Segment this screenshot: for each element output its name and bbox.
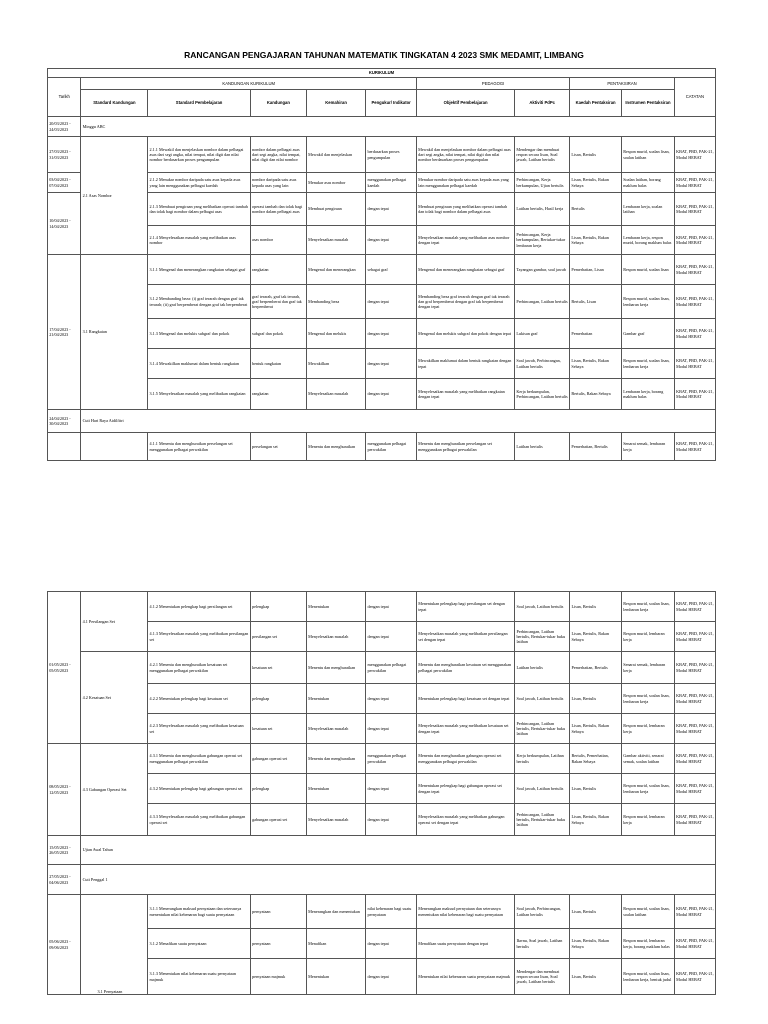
- kandungan-cell: asas nombor: [250, 226, 306, 255]
- aktiviti-cell: Mendengar dan membuat respon secara lisan, Soal jawab, Latihan bertulis: [515, 959, 570, 995]
- exam-band: Ujian Awal Tahun: [81, 836, 716, 865]
- kemahiran-cell: Mengenal dan menerangkan: [306, 255, 365, 285]
- kemahiran-cell: Membuat pengiraan: [306, 193, 365, 226]
- kandungan-cell: kesatuan set: [250, 652, 306, 684]
- table-row: [48, 622, 716, 652]
- pengukur-cell: menggunakan pelbagai perwakilan: [366, 433, 417, 461]
- table-row: [48, 714, 716, 744]
- catatan-cell: KBAT, PBD, PAK-21, Modul HEBAT: [674, 622, 715, 652]
- catatan-cell: KBAT, PBD, PAK-21, Modul HEBAT: [674, 226, 715, 255]
- objektif-cell: Menyelesaikan masalah yang melibatkan rangkaian dengan tepat: [416, 379, 514, 410]
- kandungan-cell: pernyataan: [250, 895, 306, 929]
- yearly-plan-table-page-2: [47, 591, 716, 995]
- table-row: [48, 349, 716, 379]
- pengukur-cell: dengan tepat: [366, 929, 417, 959]
- objektif-cell: Menerangkan maksud pernyataan dan seterusnya menentukan nilai kebenaran bagi suatu pernyataan: [417, 895, 515, 929]
- kaedah-cell: Lisan, Bertulis, Rakan Sebaya: [570, 929, 622, 959]
- instrumen-cell: Respon murid, soalan lisan: [622, 255, 675, 285]
- table-row: [48, 255, 716, 285]
- catatan-cell: KBAT, PBD, PAK-21, Modul HEBAT: [674, 592, 715, 622]
- aktiviti-cell: Perbincangan, Latihan bertulis: [515, 285, 570, 319]
- pengukur-cell: sebagai graf: [366, 255, 417, 285]
- objektif-cell: Menentu dan menghuraikan perselangan set menggunakan pelbagai perwakilan: [416, 433, 514, 461]
- aktiviti-cell: Latihan bertulis: [515, 433, 570, 461]
- header-pentaksiran: PENTAKSIRAN: [570, 78, 675, 90]
- standard-pembelajaran-cell: 2.1.3 Membuat pengiraan yang melibatkan operasi tambah dan tolak bagi nombor dalam pelbagai asas: [148, 193, 251, 226]
- kemahiran-cell: Mewakil dan menjelaskan: [306, 137, 365, 173]
- pengukur-cell: dengan tepat: [366, 285, 417, 319]
- catatan-cell: KBAT, PBD, PAK-21, Modul HEBAT: [674, 255, 715, 285]
- pengukur-cell: dengan tepat: [366, 592, 417, 622]
- pengukur-cell: dengan tepat: [366, 379, 417, 410]
- kaedah-cell: Pemerhatian, Bertulis: [570, 433, 622, 461]
- kemahiran-cell: Menyelesaikan masalah: [306, 714, 365, 744]
- standard-pembelajaran-cell: 4.2.1 Menentu dan menghuraikan kesatuan set menggunakan pelbagai perwakilan: [148, 652, 251, 684]
- standard-pembelajaran-cell: 3.1.3 Mengenal dan melukis subgraf dan pokok: [148, 319, 251, 349]
- kaedah-cell: Bertulis, Pemerhatian, Rakan Sebaya: [570, 744, 622, 774]
- standard-pembelajaran-cell: 3.1.2 Membanding beza: (i) graf terarah dengan graf tak terarah; (ii) graf berpemberat dengan graf tak berpemberat: [148, 285, 251, 319]
- aktiviti-cell: Latihan bertulis, Hasil kerja: [515, 193, 570, 226]
- catatan-cell: KBAT, PBD, PAK-21, Modul HEBAT: [674, 744, 715, 774]
- kaedah-cell: Lisan, Bertulis: [570, 774, 622, 804]
- pengukur-cell: berdasarkan proses pengumpulan: [366, 137, 417, 173]
- standard-pembelajaran-cell: 2.1.4 Menyelesaikan masalah yang melibatkan asas nombor: [148, 226, 251, 255]
- date-cell: 03/04/2023 - 07/04/2023: [48, 173, 81, 193]
- aktiviti-cell: Kerja berkumpulan, Latihan bertulis: [515, 744, 570, 774]
- kandungan-cell: nombor daripada satu asas kepada asas yang lain: [250, 173, 306, 193]
- kaedah-cell: Lisan, Bertulis, Rakan Sebaya: [570, 173, 622, 193]
- instrumen-cell: Respon murid, lembaran kerja: [622, 804, 675, 836]
- aktiviti-cell: Perbincangan, Latihan bertulis, Bertukar-tukar buku latihan: [515, 622, 570, 652]
- kandungan-cell: rangkaian: [250, 255, 306, 285]
- week-band: Minggu ABC: [81, 117, 716, 137]
- header-aktiviti: Aktiviti PdPc: [515, 90, 570, 117]
- kaedah-cell: Lisan, Bertulis: [570, 684, 622, 714]
- aktiviti-cell: Perbincangan, Latihan bertulis, Bertukar-tukar buku latihan: [515, 714, 570, 744]
- header-pedagogi: PEDAGOGI: [416, 78, 569, 90]
- standard-kandungan-cell: 2.1 Asas Nombor: [81, 137, 148, 255]
- catatan-cell: KBAT, PBD, PAK-21, Modul HEBAT: [674, 285, 715, 319]
- header-instrumen: Instrumen Pentaksiran: [622, 90, 675, 117]
- kaedah-cell: Lisan, Bertulis: [570, 592, 622, 622]
- kandungan-cell: gabungan operasi set: [250, 744, 306, 774]
- pengukur-cell: dengan tepat: [366, 804, 417, 836]
- aktiviti-cell: Kerja berkumpulan, Perbincangan, Latihan bertulis: [515, 379, 570, 410]
- header-objektif: Objektif Pembelajaran: [416, 90, 514, 117]
- kaedah-cell: Lisan, Bertulis, Rakan Sebaya: [570, 622, 622, 652]
- standard-kandungan-cell: 4.1 Persilangan Set: [81, 592, 148, 652]
- kemahiran-cell: Mewakilkan: [306, 349, 365, 379]
- catatan-cell: KBAT, PBD, PAK-21, Modul HEBAT: [674, 929, 715, 959]
- aktiviti-cell: Soal jawab, Perbincangan, Latihan bertulis: [515, 895, 570, 929]
- kaedah-cell: Pemerhatian, Lisan: [570, 255, 622, 285]
- aktiviti-cell: Soal jawab, Latihan bertulis: [515, 774, 570, 804]
- objektif-cell: Mengenal dan melukis subgraf dan pokok dengan tepat: [416, 319, 514, 349]
- instrumen-cell: Gambar aktiviti, senarai semak, soalan latihan: [622, 744, 675, 774]
- objektif-cell: Mewakilkan maklumat dalam bentuk rangkaian dengan tepat: [416, 349, 514, 379]
- objektif-cell: Menentukan pelengkap bagi persilangan set dengan tepat: [417, 592, 515, 622]
- holiday-band: Cuti Penggal 1: [81, 865, 716, 895]
- kaedah-cell: Bertulis, Rakan Sebaya: [570, 379, 622, 410]
- instrumen-cell: Senarai semak, lembaran kerja: [622, 433, 675, 461]
- table-row: [48, 592, 716, 622]
- table-row: [48, 865, 716, 895]
- standard-pembelajaran-cell: 3.1.4 Mewakilkan maklumat dalam bentuk rangkaian: [148, 349, 251, 379]
- kaedah-cell: Lisan, Bertulis, Rakan Sebaya: [570, 804, 622, 836]
- aktiviti-cell: Tayangan gambar, soal jawab: [515, 255, 570, 285]
- pengukur-cell: dengan tepat: [366, 349, 417, 379]
- instrumen-cell: Gambar graf: [622, 319, 675, 349]
- instrumen-cell: Respon murid, lembaran kerja: [622, 622, 675, 652]
- kemahiran-cell: Menyelesaikan masalah: [306, 379, 365, 410]
- objektif-cell: Menentu dan menghuraikan kesatuan set menggunakan pelbagai perwakilan: [417, 652, 515, 684]
- pengukur-cell: menggunakan pelbagai kaedah: [366, 173, 417, 193]
- instrumen-cell: Respon murid, soalan lisan, lembaran kerja, bentuk judul: [622, 959, 675, 995]
- table-row: [48, 652, 716, 684]
- pengukur-cell: dengan tepat: [366, 774, 417, 804]
- standard-kandungan-cell: 4.2 Kesatuan Set: [81, 652, 148, 744]
- instrumen-cell: Senarai semak, lembaran kerja: [622, 652, 675, 684]
- instrumen-cell: Soalan latihan, borang maklum balas: [622, 173, 675, 193]
- catatan-cell: KBAT, PBD, PAK-21, Modul HEBAT: [674, 684, 715, 714]
- kandungan-cell: pernyataan majmuk: [250, 959, 306, 995]
- standard-kandungan-cell: [81, 433, 148, 461]
- standard-kandungan-cell: 3.1 Pernyataan: [81, 895, 148, 995]
- pengukur-cell: dengan tepat: [366, 684, 417, 714]
- pengukur-cell: dengan tepat: [366, 714, 417, 744]
- date-cell: [48, 433, 81, 461]
- objektif-cell: Mewakil dan menjelaskan nombor dalam pelbagai asas dari segi angka, nilai tempat, nilai digit dan nilai nombor berdasarkan proses pengumpulan: [416, 137, 514, 173]
- kandungan-cell: gabungan operasi set: [250, 804, 306, 836]
- pengukur-cell: dengan tepat: [366, 319, 417, 349]
- table-row: [48, 137, 716, 173]
- catatan-cell: KBAT, PBD, PAK-21, Modul HEBAT: [674, 804, 715, 836]
- aktiviti-cell: Lukisan graf: [515, 319, 570, 349]
- kandungan-cell: nombor dalam pelbagai asas dari segi angka, nilai tempat, nilai digit dan nilai nombor: [250, 137, 306, 173]
- kemahiran-cell: Menyelesaikan masalah: [306, 622, 365, 652]
- kemahiran-cell: Membanding beza: [306, 285, 365, 319]
- catatan-cell: KBAT, PBD, PAK-21, Modul HEBAT: [674, 774, 715, 804]
- header-kandungan-kurikulum: KANDUNGAN KURIKULUM: [81, 78, 417, 90]
- pengukur-cell: nilai kebenaran bagi suatu pernyataan: [366, 895, 417, 929]
- header-pengukur: Pengukur/ Indikator: [366, 90, 417, 117]
- catatan-cell: KBAT, PBD, PAK-21, Modul HEBAT: [674, 173, 715, 193]
- date-cell: 27/03/2023 - 31/03/2023: [48, 137, 81, 173]
- kemahiran-cell: Menentukan: [306, 684, 365, 714]
- date-cell: 20/03/2023 - 24/03/2023: [48, 117, 81, 137]
- date-cell: 05/06/2023 - 09/06/2023: [48, 895, 81, 995]
- instrumen-cell: Respon murid, soalan lisan, lembaran kerja: [622, 592, 675, 622]
- catatan-cell: KBAT, PBD, PAK-21, Modul HEBAT: [674, 714, 715, 744]
- kemahiran-cell: Menentu dan menghuraikan: [306, 652, 365, 684]
- kemahiran-cell: Menentu dan menghuraikan: [306, 744, 365, 774]
- standard-pembelajaran-cell: 4.1.3 Menyelesaikan masalah yang melibatkan persilangan set: [148, 622, 251, 652]
- kemahiran-cell: Menentukan: [306, 774, 365, 804]
- kandungan-cell: pelengkap: [250, 592, 306, 622]
- aktiviti-cell: Ikrrnu, Soal jawab, Latihan bertulis: [515, 929, 570, 959]
- objektif-cell: Membuat pengiraan yang melibatkan operasi tambah dan tolak bagi nombor dalam pelbagai asas: [416, 193, 514, 226]
- header-kurikulum: KURIKULUM: [48, 69, 716, 78]
- table-row: [48, 929, 716, 959]
- standard-pembelajaran-cell: 3.1.1 Mengenal dan menerangkan rangkaian sebagai graf: [148, 255, 251, 285]
- standard-pembelajaran-cell: 4.3.2 Menentukan pelengkap bagi gabungan operasi set: [148, 774, 251, 804]
- aktiviti-cell: Perbincangan, Kerja berkumpulan, Bertukar-tukar lembaran kerja: [515, 226, 570, 255]
- date-cell: 15/05/2023 - 26/05/2023: [48, 836, 81, 865]
- objektif-cell: Menentukan pelengkap bagi gabungan operasi set dengan tepat: [417, 774, 515, 804]
- standard-kandungan-cell: 3.1 Rangkaian: [81, 255, 148, 410]
- kandungan-cell: pelengkap: [250, 684, 306, 714]
- objektif-cell: Menafikan suatu pernyataan dengan tepat: [417, 929, 515, 959]
- table-row: [48, 684, 716, 714]
- aktiviti-cell: Perbincangan, Latihan bertulis, Bertukar-tukar buku latihan: [515, 804, 570, 836]
- pengukur-cell: dengan tepat: [366, 193, 417, 226]
- table-row: [48, 804, 716, 836]
- kaedah-cell: Bertulis, Lisan: [570, 285, 622, 319]
- date-cell: 08/05/2023 - 12/05/2023: [48, 744, 81, 836]
- aktiviti-cell: Soal jawab, Latihan bertulis: [515, 684, 570, 714]
- aktiviti-cell: Soal jawab, Latihan bertulis: [515, 592, 570, 622]
- date-cell: 17/04/2023 - 21/04/2023: [48, 255, 81, 410]
- objektif-cell: Menentu dan menghuraikan gabungan operasi set menggunakan pelbagai perwakilan: [417, 744, 515, 774]
- kemahiran-cell: Menafikan: [306, 929, 365, 959]
- instrumen-cell: Respon murid, soalan lisan, lembaran kerja: [622, 774, 675, 804]
- objektif-cell: Menentukan pelengkap bagi kesatuan set dengan tepat: [417, 684, 515, 714]
- catatan-cell: KBAT, PBD, PAK-21, Modul HEBAT: [674, 895, 715, 929]
- objektif-cell: Menyelesaikan masalah yang melibatkan asas nombor dengan tepat: [416, 226, 514, 255]
- standard-pembelajaran-cell: 4.2.2 Menentukan pelengkap bagi kesatuan set: [148, 684, 251, 714]
- kandungan-cell: pelengkap: [250, 774, 306, 804]
- table-row: [48, 173, 716, 193]
- kaedah-cell: Pemerhatian: [570, 319, 622, 349]
- instrumen-cell: Respon murid, soalan lisan, lembaran kerja: [622, 684, 675, 714]
- date-cell: 01/05/2023 - 05/05/2023: [48, 592, 81, 744]
- header-kemahiran: Kemahiran: [306, 90, 365, 117]
- standard-pembelajaran-cell: 4.3.3 Menyelesaikan masalah yang melibatkan gabungan operasi set: [148, 804, 251, 836]
- pengukur-cell: menggunakan pelbagai perwakilan: [366, 652, 417, 684]
- table-row: [48, 895, 716, 929]
- aktiviti-cell: Perbincangan, Kerja berkumpulan, Ujian bertulis: [515, 173, 570, 193]
- header-standard-pembelajaran: Standard Pembelajaran: [148, 90, 251, 117]
- catatan-cell: KBAT, PBD, PAK-21, Modul HEBAT: [674, 379, 715, 410]
- standard-pembelajaran-cell: 2.1.2 Menukar nombor daripada satu asas kepada asas yang lain menggunakan pelbagai kaedah: [148, 173, 251, 193]
- pengukur-cell: dengan tepat: [366, 226, 417, 255]
- kaedah-cell: Lisan, Bertulis: [570, 137, 622, 173]
- header-tarikh: Tarikh: [48, 78, 81, 117]
- standard-pembelajaran-cell: 4.3.1 Menentu dan menghuraikan gabungan operasi set menggunakan pelbagai perwakilan: [148, 744, 251, 774]
- objektif-cell: Menukar nombor daripada satu asas kepada asas yang lain menggunakan pelbagai kaedah: [416, 173, 514, 193]
- page-title: RANCANGAN PENGAJARAN TAHUNAN MATEMATIK TINGKATAN 4 2023 SMK MEDAMIT, LIMBANG: [184, 50, 584, 60]
- header-catatan: CATATAN: [674, 78, 715, 117]
- kandungan-cell: pernyataan: [250, 929, 306, 959]
- standard-pembelajaran-cell: 2.1.1 Mewakil dan menjelaskan nombor dalam pelbagai asas dari segi angka, nilai tempat, nilai digit dan nilai nombor berdasarkan proses pengumpulan: [148, 137, 251, 173]
- instrumen-cell: Lembaran kerja, soalan latihan: [622, 193, 675, 226]
- table-row: [48, 226, 716, 255]
- kaedah-cell: Lisan, Bertulis, Rakan Sebaya: [570, 226, 622, 255]
- kandungan-cell: perselangan set: [250, 433, 306, 461]
- catatan-cell: KBAT, PBD, PAK-21, Modul HEBAT: [674, 433, 715, 461]
- instrumen-cell: Lembaran kerja, respon murid, borang maklum balas: [622, 226, 675, 255]
- standard-pembelajaran-cell: 4.1.2 Menentukan pelengkap bagi persilangan set: [148, 592, 251, 622]
- objektif-cell: Mengenal dan menerangkan rangkaian sebagai graf: [416, 255, 514, 285]
- kaedah-cell: Lisan, Bertulis: [570, 959, 622, 995]
- header-kandungan: Kandungan: [250, 90, 306, 117]
- aktiviti-cell: Latihan bertulis: [515, 652, 570, 684]
- table-row: [48, 117, 716, 137]
- table-row: [48, 774, 716, 804]
- aktiviti-cell: Soal jawab, Perbincangan, Latihan bertulis: [515, 349, 570, 379]
- catatan-cell: KBAT, PBD, PAK-21, Modul HEBAT: [674, 652, 715, 684]
- catatan-cell: KBAT, PBD, PAK-21, Modul HEBAT: [674, 193, 715, 226]
- instrumen-cell: Respon murid, soalan lisan, soalan latihan: [622, 137, 675, 173]
- header-standard-kandungan: Standard Kandungan: [81, 90, 148, 117]
- table-row: [48, 433, 716, 461]
- instrumen-cell: Lembaran kerja, borang maklum balas: [622, 379, 675, 410]
- standard-pembelajaran-cell: 4.1.1 Menentu dan menghuraikan perselangan set menggunakan pelbagai perwakilan: [148, 433, 251, 461]
- table-row: [48, 319, 716, 349]
- date-cell: 10/04/2023 - 14/04/2023: [48, 193, 81, 255]
- objektif-cell: Menentukan nilai kebenaran suatu pernyataan majmuk: [417, 959, 515, 995]
- kaedah-cell: Lisan, Bertulis, Rakan Sebaya: [570, 349, 622, 379]
- standard-pembelajaran-cell: 3.1.2 Menafikan suatu pernyataan: [148, 929, 251, 959]
- aktiviti-cell: Mendengar dan membuat respon secara lisan, Soal jawab, Latihan bertulis: [515, 137, 570, 173]
- instrumen-cell: Respon murid, lembaran kerja: [622, 714, 675, 744]
- table-row: [48, 285, 716, 319]
- instrumen-cell: Respon murid, soalan lisan, soalan latihan: [622, 895, 675, 929]
- standard-pembelajaran-cell: 3.1.3 Menentukan nilai kebenaran suatu pernyataan majmuk: [148, 959, 251, 995]
- kemahiran-cell: Menyelesaikan masalah: [306, 804, 365, 836]
- date-cell: 27/05/2023 - 04/06/2023: [48, 865, 81, 895]
- header-kaedah: Kaedah Pentaksiran: [570, 90, 622, 117]
- kemahiran-cell: Menukar asas nombor: [306, 173, 365, 193]
- kemahiran-cell: Menerangkan dan menentukan: [306, 895, 365, 929]
- kandungan-cell: operasi tambah dan tolak bagi nombor dalam pelbagai asas: [250, 193, 306, 226]
- pengukur-cell: menggunakan pelbagai perwakilan: [366, 744, 417, 774]
- kaedah-cell: Lisan, Bertulis, Rakan Sebaya: [570, 714, 622, 744]
- kandungan-cell: rangkaian: [250, 379, 306, 410]
- table-row: [48, 959, 716, 995]
- kaedah-cell: Pemerhatian, Bertulis: [570, 652, 622, 684]
- standard-pembelajaran-cell: 3.1.1 Menerangkan maksud pernyataan dan seterusnya menentukan nilai kebenaran bagi suatu pernyataan: [148, 895, 251, 929]
- table-row: [48, 836, 716, 865]
- kandungan-cell: graf terarah, graf tak terarah, graf berpemberat dan graf tak berpemberat: [250, 285, 306, 319]
- instrumen-cell: Respon murid, soalan lisan, lembaran kerja: [622, 285, 675, 319]
- kemahiran-cell: Menyelesaikan masalah: [306, 226, 365, 255]
- kemahiran-cell: Menentukan: [306, 592, 365, 622]
- catatan-cell: KBAT, PBD, PAK-21, Modul HEBAT: [674, 959, 715, 995]
- catatan-cell: KBAT, PBD, PAK-21, Modul HEBAT: [674, 137, 715, 173]
- kandungan-cell: subgraf dan pokok: [250, 319, 306, 349]
- kandungan-cell: persilangan set: [250, 622, 306, 652]
- kemahiran-cell: Menentukan: [306, 959, 365, 995]
- table-row: [48, 410, 716, 433]
- kaedah-cell: Lisan, Bertulis: [570, 895, 622, 929]
- standard-pembelajaran-cell: 4.2.3 Menyelesaikan masalah yang melibatkan kesatuan set: [148, 714, 251, 744]
- kemahiran-cell: Menentu dan menghuraikan: [306, 433, 365, 461]
- catatan-cell: KBAT, PBD, PAK-21, Modul HEBAT: [674, 319, 715, 349]
- pengukur-cell: dengan tepat: [366, 622, 417, 652]
- holiday-band: Cuti Hari Raya Aidilfitri: [81, 410, 716, 433]
- date-cell: 24/04/2023 - 30/04/2023: [48, 410, 81, 433]
- objektif-cell: Menyelesaikan masalah yang melibatkan gabungan operasi set dengan tepat: [417, 804, 515, 836]
- catatan-cell: KBAT, PBD, PAK-21, Modul HEBAT: [674, 349, 715, 379]
- yearly-plan-table-page-1: [47, 68, 716, 461]
- kandungan-cell: kesatuan set: [250, 714, 306, 744]
- kaedah-cell: Bertulis: [570, 193, 622, 226]
- objektif-cell: Membanding beza graf terarah dengan graf tak terarah dan graf berpemberat dengan graf tak berpemberat dengan tepat: [416, 285, 514, 319]
- objektif-cell: Menyelesaikan masalah yang melibatkan kesatuan set dengan tepat: [417, 714, 515, 744]
- table-row: [48, 744, 716, 774]
- standard-pembelajaran-cell: 3.1.5 Menyelesaikan masalah yang melibatkan rangkaian: [148, 379, 251, 410]
- standard-kandungan-cell: 4.3 Gabungan Operasi Set: [81, 744, 148, 836]
- table-row: [48, 193, 716, 226]
- table-row: [48, 379, 716, 410]
- kemahiran-cell: Mengenal dan melukis: [306, 319, 365, 349]
- instrumen-cell: Respon murid, soalan lisan, lembaran kerja: [622, 349, 675, 379]
- instrumen-cell: Respon murid, lembaran kerja, borang maklum balas: [622, 929, 675, 959]
- objektif-cell: Menyelesaikan masalah yang melibatkan persilangan set dengan tepat: [417, 622, 515, 652]
- pengukur-cell: dengan tepat: [366, 959, 417, 995]
- kandungan-cell: bentuk rangkaian: [250, 349, 306, 379]
